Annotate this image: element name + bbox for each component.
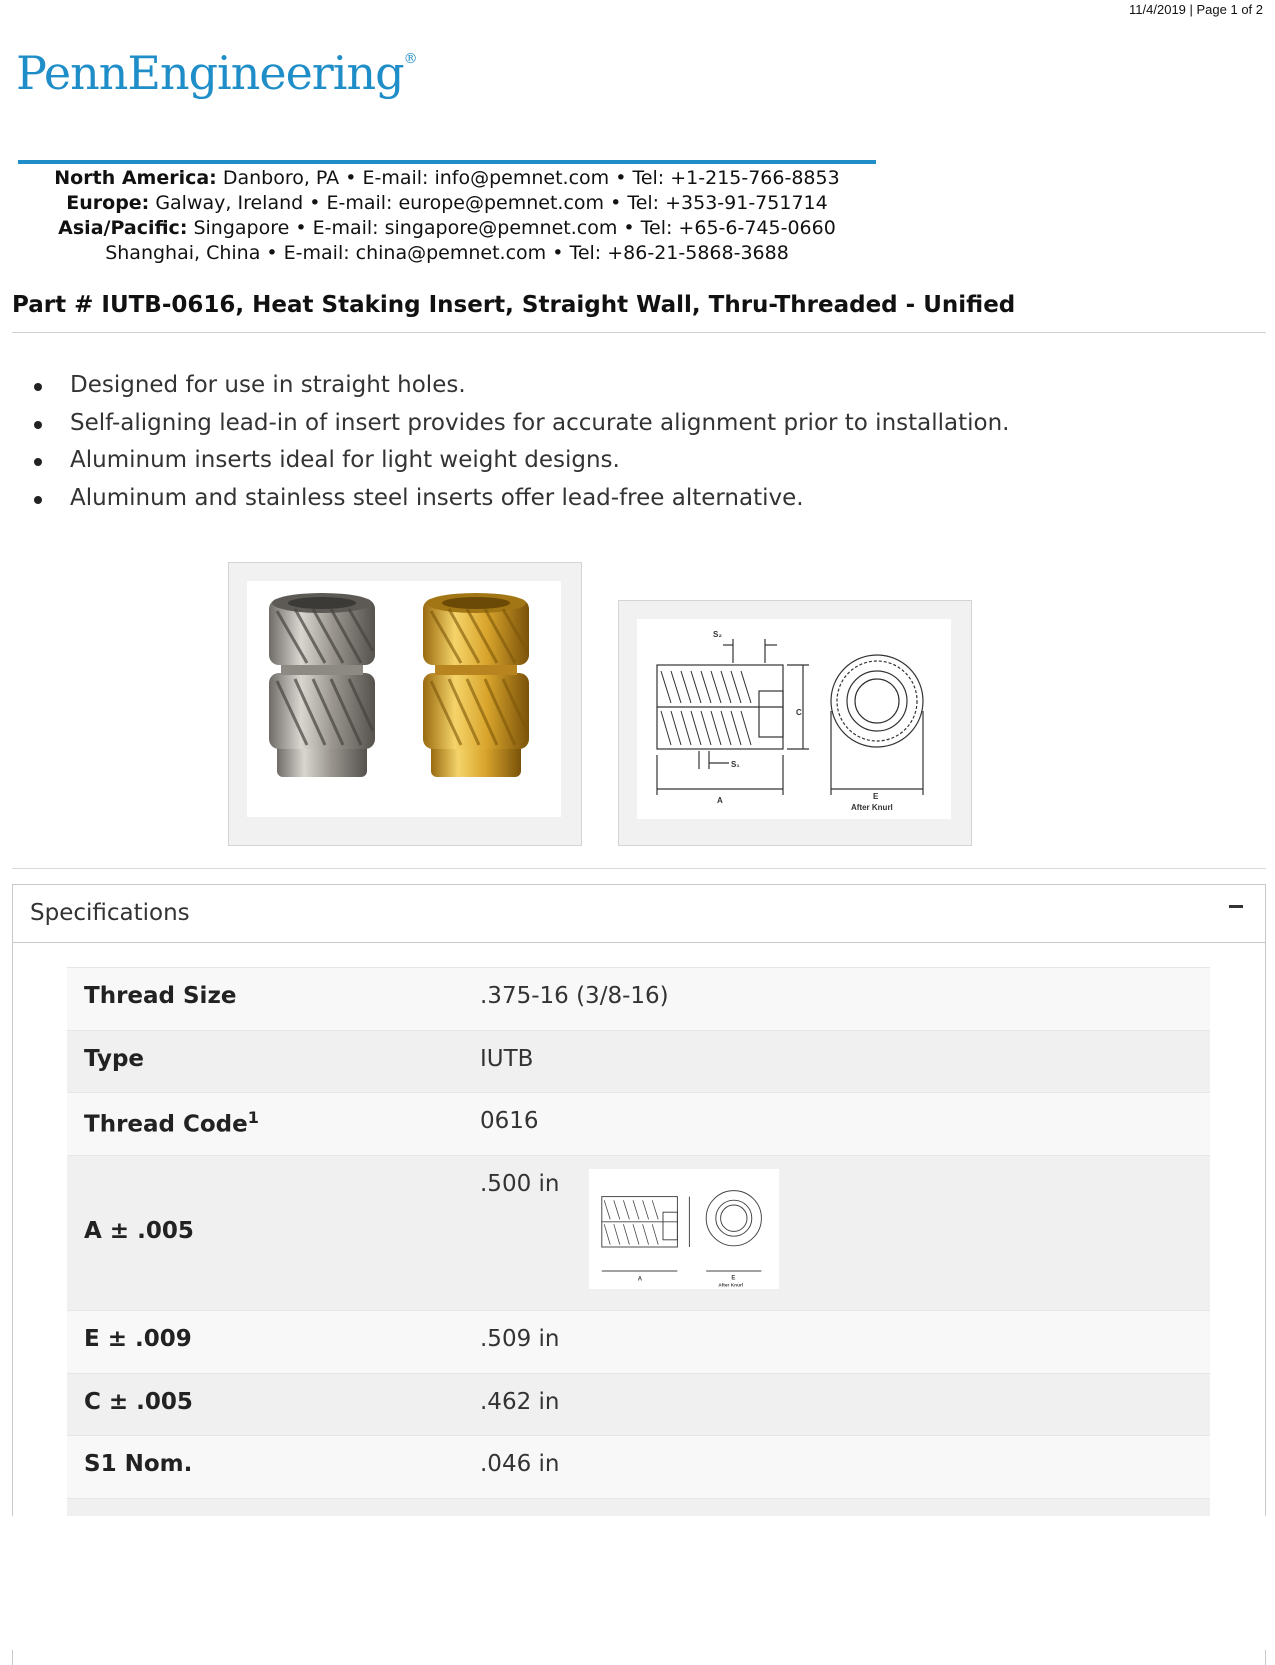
contact-line-europe: [18, 191, 876, 216]
specifications-header[interactable]: [13, 885, 1265, 943]
table-row: [67, 1310, 1210, 1373]
penn-engineering-logo[interactable]: [16, 46, 418, 100]
contact-line-north-america: [18, 166, 876, 191]
contact-line-asia-pacific: [18, 216, 876, 241]
bullet-icon: [34, 383, 42, 391]
spec-label: [84, 1108, 259, 1138]
feature-text: Designed for use in straight holes.: [70, 372, 466, 398]
spec-value: .375-16 (3/8-16): [480, 983, 669, 1009]
spec-label: Type: [84, 1046, 145, 1072]
contact-details: Danboro, PA • E-mail: info@pemnet.com • Tel: +1-215-766-8853: [216, 167, 840, 189]
dim-label-s2: S₂: [713, 630, 722, 639]
feature-text: Aluminum inserts ideal for light weight designs.: [70, 447, 620, 473]
thumb-label-e: E: [731, 1275, 736, 1282]
contact-details: Galway, Ireland • E-mail: europe@pemnet.com • Tel: +353-91-751714: [149, 192, 828, 214]
contact-region: North America:: [54, 167, 217, 189]
contact-line-shanghai: [18, 241, 876, 266]
product-photo: [247, 581, 561, 817]
dim-label-c: C: [796, 708, 802, 717]
list-item: [30, 372, 1010, 410]
spec-value: .046 in: [480, 1451, 560, 1477]
page-bottom-margin: [0, 1516, 1275, 1650]
thumb-label-after-knurl: After Knurl: [718, 1283, 744, 1289]
feature-text: Self-aligning lead-in of insert provides for accurate alignment prior to installation.: [70, 409, 1010, 436]
footnote-marker[interactable]: 1: [247, 1108, 259, 1127]
dim-label-s1: S₁: [731, 760, 740, 769]
spec-label: Thread Size: [84, 983, 237, 1009]
bullet-icon: [34, 421, 42, 429]
title-divider: [12, 332, 1266, 333]
spec-label-text: Thread Code: [84, 1111, 248, 1138]
contact-block: [18, 166, 876, 266]
spec-label: A ± .005: [84, 1218, 194, 1244]
contact-details: Shanghai, China • E-mail: china@pemnet.com • Tel: +86-21-5868-3688: [105, 242, 789, 264]
list-item: [30, 447, 1010, 485]
spec-value: .509 in: [480, 1326, 560, 1352]
page-header: 11/4/2019 | Page 1 of 2: [1129, 2, 1263, 17]
spec-value: 0616: [480, 1108, 539, 1134]
list-item: [30, 485, 1010, 523]
bullet-icon: [34, 458, 42, 466]
table-row: [67, 1373, 1210, 1435]
insert-photo-image: [247, 581, 561, 817]
dim-label-after-knurl: After Knurl: [851, 803, 893, 812]
drawing-svg: [637, 619, 951, 819]
table-row: [67, 1435, 1210, 1498]
dimension-thumbnail[interactable]: [589, 1169, 779, 1289]
drawing-frame[interactable]: [618, 600, 972, 846]
thumbnail-drawing: [589, 1169, 779, 1289]
table-row: [67, 1155, 1210, 1310]
thumb-label-a: A: [637, 1276, 643, 1283]
table-row: [67, 1092, 1210, 1155]
dim-label-a: A: [717, 796, 723, 805]
list-item: [30, 410, 1010, 448]
feature-text: Aluminum and stainless steel inserts offer lead-free alternative.: [70, 484, 804, 511]
spec-label: C ± .005: [84, 1389, 193, 1415]
table-row: [67, 967, 1210, 1030]
bullet-icon: [34, 496, 42, 504]
page-title: Part # IUTB-0616, Heat Staking Insert, Straight Wall, Thru-Threaded - Unified: [12, 292, 1016, 318]
contact-region: Asia/Pacific:: [58, 217, 188, 239]
registered-mark: ®: [403, 51, 418, 67]
header-divider: [18, 160, 876, 164]
steel-insert: [269, 593, 375, 777]
dim-label-e: E: [873, 792, 879, 801]
logo-text: PennEngineering: [16, 46, 404, 100]
spec-value: .462 in: [480, 1389, 560, 1415]
collapse-icon[interactable]: [1229, 905, 1243, 908]
section-divider: [12, 868, 1266, 869]
brass-insert: [423, 593, 529, 777]
table-row: [67, 1030, 1210, 1092]
feature-list: [30, 372, 1010, 522]
specifications-title: Specifications: [30, 900, 190, 926]
technical-drawing: [637, 619, 951, 819]
spec-table: [67, 967, 1210, 1539]
product-photo-frame[interactable]: [228, 562, 582, 846]
contact-details: Singapore • E-mail: singapore@pemnet.com • Tel: +65-6-745-0660: [187, 217, 836, 239]
spec-label: S1 Nom.: [84, 1451, 193, 1477]
spec-value: .500 in: [480, 1171, 560, 1197]
spec-value: IUTB: [480, 1046, 534, 1072]
spec-label: E ± .009: [84, 1326, 192, 1352]
contact-region: Europe:: [66, 192, 150, 214]
